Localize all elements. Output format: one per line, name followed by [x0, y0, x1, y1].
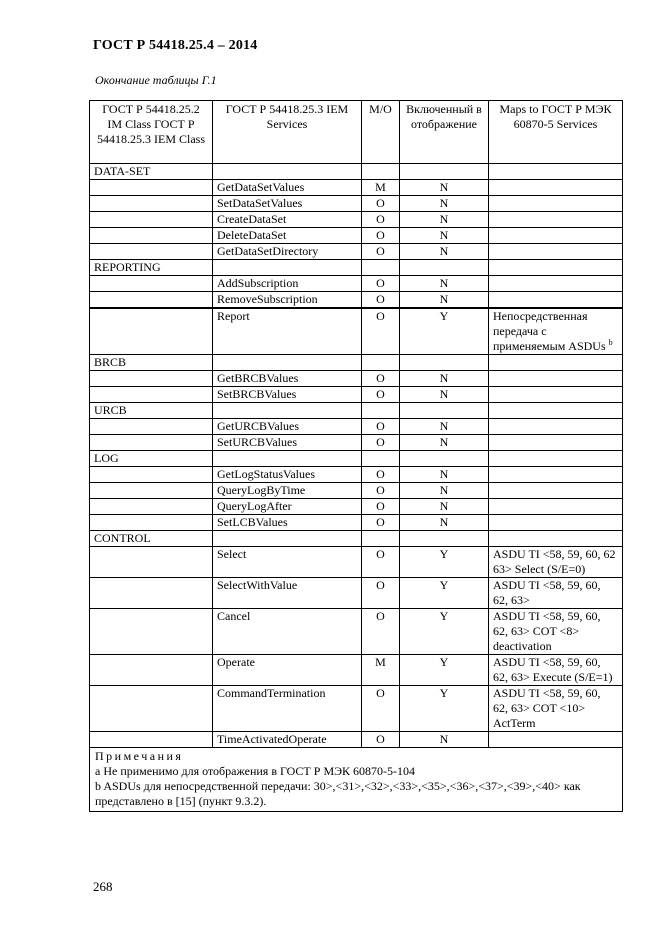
mo-cell: M [362, 180, 400, 196]
included-cell: Y [400, 309, 489, 355]
empty-cell [213, 451, 362, 467]
maps-to-cell [489, 387, 623, 403]
service-row [90, 180, 623, 196]
included-cell: Y [400, 655, 489, 686]
empty-cell [400, 164, 489, 180]
service-row [90, 292, 623, 308]
empty-cell [213, 531, 362, 547]
service-row [90, 609, 623, 655]
maps-to-cell [489, 419, 623, 435]
empty-cell [400, 403, 489, 419]
mo-cell: O [362, 196, 400, 212]
included-cell: N [400, 371, 489, 387]
maps-to-cell [489, 515, 623, 531]
class-cell [90, 732, 213, 748]
service-cell: Report [213, 309, 362, 355]
maps-to-cell [489, 292, 623, 308]
class-cell [90, 244, 213, 260]
empty-cell [489, 403, 623, 419]
page-number: 268 [93, 879, 113, 894]
empty-cell [400, 531, 489, 547]
empty-cell [213, 260, 362, 276]
service-row [90, 419, 623, 435]
class-row [90, 164, 623, 180]
class-row [90, 403, 623, 419]
maps-to-cell [489, 732, 623, 748]
class-cell [90, 371, 213, 387]
empty-cell [400, 260, 489, 276]
service-row [90, 371, 623, 387]
service-row [90, 655, 623, 686]
class-cell [90, 655, 213, 686]
service-cell: CommandTermination [213, 686, 362, 732]
mo-cell: O [362, 547, 400, 578]
class-row [90, 451, 623, 467]
service-cell: GetBRCBValues [213, 371, 362, 387]
included-cell: Y [400, 609, 489, 655]
empty-cell [489, 531, 623, 547]
empty-cell [362, 451, 400, 467]
service-row [90, 276, 623, 292]
service-cell: GetURCBValues [213, 419, 362, 435]
empty-cell [362, 355, 400, 371]
mo-cell: O [362, 244, 400, 260]
maps-to-cell [489, 180, 623, 196]
class-name-cell: LOG [90, 451, 213, 467]
table-header-row [90, 101, 623, 164]
maps-to-cell [489, 244, 623, 260]
empty-cell [400, 451, 489, 467]
service-cell: GetLogStatusValues [213, 467, 362, 483]
service-cell: SetBRCBValues [213, 387, 362, 403]
column-header-maps-to: Maps to ГОСТ Р МЭК 60870-5 Services [489, 101, 623, 164]
notes-row [90, 748, 623, 812]
included-cell: N [400, 499, 489, 515]
class-cell [90, 467, 213, 483]
included-cell: N [400, 515, 489, 531]
class-cell [90, 483, 213, 499]
included-cell: N [400, 276, 489, 292]
maps-to-cell [489, 483, 623, 499]
note-a: a Не применимо для отображения в ГОСТ Р МЭК 60870-5-104 [95, 764, 416, 778]
service-row [90, 244, 623, 260]
service-cell: Operate [213, 655, 362, 686]
service-row [90, 435, 623, 451]
included-cell: N [400, 732, 489, 748]
service-cell: AddSubscription [213, 276, 362, 292]
mo-cell: O [362, 578, 400, 609]
maps-to-cell: ASDU TI <58, 59, 60, 62, 63> COT <10> ActTerm [489, 686, 623, 732]
service-cell: TimeActivatedOperate [213, 732, 362, 748]
mo-cell: O [362, 467, 400, 483]
class-row [90, 355, 623, 371]
included-cell: N [400, 228, 489, 244]
included-cell: N [400, 180, 489, 196]
service-cell: QueryLogByTime [213, 483, 362, 499]
included-cell: N [400, 467, 489, 483]
service-row [90, 467, 623, 483]
service-row [90, 196, 623, 212]
mo-cell: O [362, 292, 400, 308]
service-row [90, 228, 623, 244]
maps-to-cell [489, 276, 623, 292]
service-row [90, 483, 623, 499]
mo-cell: O [362, 276, 400, 292]
column-header-services: ГОСТ Р 54418.25.3 IEM Services [213, 101, 362, 164]
included-cell: N [400, 435, 489, 451]
empty-cell [489, 164, 623, 180]
service-row [90, 547, 623, 578]
service-cell: SetURCBValues [213, 435, 362, 451]
notes-heading: Примечания [95, 749, 184, 763]
mo-cell: O [362, 483, 400, 499]
empty-cell [362, 164, 400, 180]
mo-cell: O [362, 387, 400, 403]
maps-to-cell [489, 212, 623, 228]
class-cell [90, 212, 213, 228]
empty-cell [213, 164, 362, 180]
class-cell [90, 609, 213, 655]
class-cell [90, 515, 213, 531]
class-name-cell: DATA-SET [90, 164, 213, 180]
included-cell: N [400, 292, 489, 308]
class-cell [90, 292, 213, 308]
included-cell: N [400, 419, 489, 435]
class-row [90, 260, 623, 276]
mapping-table [89, 100, 623, 812]
column-header-class: ГОСТ Р 54418.25.2 IM Class ГОСТ Р 54418.25.3 IEM Class [90, 101, 213, 164]
service-cell: SelectWithValue [213, 578, 362, 609]
maps-to-cell [489, 228, 623, 244]
maps-to-cell: ASDU TI <58, 59, 60, 62, 63> Execute (S/E=1) [489, 655, 623, 686]
service-row [90, 578, 623, 609]
column-header-included: Включенный в отображение [400, 101, 489, 164]
maps-to-cell [489, 435, 623, 451]
included-cell: Y [400, 578, 489, 609]
mo-cell: O [362, 371, 400, 387]
class-row [90, 531, 623, 547]
column-header-mo: M/O [362, 101, 400, 164]
class-cell [90, 499, 213, 515]
class-cell [90, 309, 213, 355]
class-name-cell: CONTROL [90, 531, 213, 547]
service-row [90, 515, 623, 531]
class-cell [90, 180, 213, 196]
mo-cell: O [362, 732, 400, 748]
maps-to-cell: ASDU TI <58, 59, 60, 62 63> Select (S/E=0) [489, 547, 623, 578]
service-cell: Select [213, 547, 362, 578]
maps-to-cell [489, 309, 623, 355]
class-cell [90, 419, 213, 435]
class-cell [90, 435, 213, 451]
maps-to-text: Непосредственная передача с применяемым ASDUs [493, 309, 606, 353]
empty-cell [213, 355, 362, 371]
maps-to-cell [489, 196, 623, 212]
class-name-cell: URCB [90, 403, 213, 419]
service-row [90, 309, 623, 355]
mo-cell: O [362, 309, 400, 355]
empty-cell [489, 355, 623, 371]
maps-to-cell [489, 467, 623, 483]
class-cell [90, 578, 213, 609]
service-cell: GetDataSetDirectory [213, 244, 362, 260]
notes-cell [90, 748, 623, 812]
service-cell: DeleteDataSet [213, 228, 362, 244]
empty-cell [362, 531, 400, 547]
note-b: b ASDUs для непосредственной передачи: 30>,<31>,<32>,<33>,<35>,<36>,<37>,<39>,<40> как представлено в [15] (пункт 9.3.2). [95, 779, 581, 808]
table-body [90, 164, 623, 748]
class-cell [90, 276, 213, 292]
service-cell: RemoveSubscription [213, 292, 362, 308]
empty-cell [400, 355, 489, 371]
service-cell: SetDataSetValues [213, 196, 362, 212]
maps-to-cell: ASDU TI <58, 59, 60, 62, 63> COT <8> deactivation [489, 609, 623, 655]
class-name-cell: REPORTING [90, 260, 213, 276]
maps-to-cell: ASDU TI <58, 59, 60, 62, 63> [489, 578, 623, 609]
empty-cell [362, 260, 400, 276]
mo-cell: O [362, 419, 400, 435]
service-cell: QueryLogAfter [213, 499, 362, 515]
service-row [90, 499, 623, 515]
included-cell: Y [400, 686, 489, 732]
table-caption: Окончание таблицы Г.1 [95, 73, 217, 87]
service-cell: CreateDataSet [213, 212, 362, 228]
footnote-marker: b [608, 338, 613, 347]
service-row [90, 387, 623, 403]
service-cell: Cancel [213, 609, 362, 655]
mo-cell: M [362, 655, 400, 686]
included-cell: N [400, 387, 489, 403]
empty-cell [362, 403, 400, 419]
included-cell: N [400, 212, 489, 228]
mo-cell: O [362, 228, 400, 244]
service-row [90, 732, 623, 748]
included-cell: N [400, 196, 489, 212]
service-row [90, 212, 623, 228]
mo-cell: O [362, 435, 400, 451]
maps-to-cell [489, 499, 623, 515]
class-cell [90, 387, 213, 403]
service-cell: GetDataSetValues [213, 180, 362, 196]
class-cell [90, 547, 213, 578]
empty-cell [489, 451, 623, 467]
included-cell: N [400, 244, 489, 260]
included-cell: N [400, 483, 489, 499]
class-cell [90, 228, 213, 244]
mo-cell: O [362, 686, 400, 732]
class-cell [90, 196, 213, 212]
service-row [90, 686, 623, 732]
service-cell: SetLCBValues [213, 515, 362, 531]
document-title: ГОСТ Р 54418.25.4 – 2014 [93, 38, 258, 53]
empty-cell [489, 260, 623, 276]
class-cell [90, 686, 213, 732]
mo-cell: O [362, 515, 400, 531]
mo-cell: O [362, 609, 400, 655]
empty-cell [213, 403, 362, 419]
maps-to-cell [489, 371, 623, 387]
included-cell: Y [400, 547, 489, 578]
class-name-cell: BRCB [90, 355, 213, 371]
mo-cell: O [362, 212, 400, 228]
mo-cell: O [362, 499, 400, 515]
